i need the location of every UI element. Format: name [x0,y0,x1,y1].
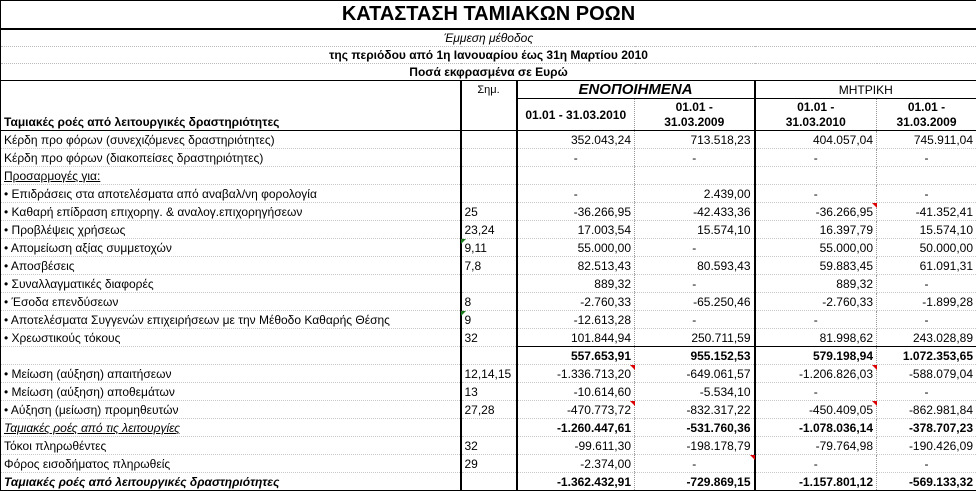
row-value: -569.133,32 [877,473,976,491]
row-value: - [755,455,877,473]
note-marker-icon [461,239,466,244]
row-value: -36.266,95 [517,203,635,221]
row-value: -2.760,33 [517,293,635,311]
row-value [755,167,877,185]
period-header-cons-2009: 01.01 - 31.03.2009 [635,99,755,131]
row-value: 250.711,59 [635,329,755,347]
row-note [461,149,517,167]
row-value: 81.998,62 [755,329,877,347]
row-value: -190.426,09 [877,437,976,455]
row-value: -5.534,10 [635,383,755,401]
row-note [461,419,517,437]
row-label: Προσαρμογές για: [1,167,461,185]
row-note: 32 [461,437,517,455]
row-value: 61.091,31 [877,257,976,275]
table-row [1,221,976,239]
row-value: - [517,149,635,167]
row-value: - [877,311,976,329]
row-label: Τόκοι πληρωθέντες [1,437,461,455]
row-value: - [755,311,877,329]
row-value: - [877,455,976,473]
row-value: 579.198,94 [755,347,877,365]
comment-marker-icon [750,455,755,460]
row-note [461,185,517,203]
table-row [1,131,976,149]
table-row [1,167,976,185]
row-label: • Συναλλαγματικές διαφορές [1,275,461,293]
row-label: • Χρεωστικούς τόκους [1,329,461,347]
row-note: 8 [461,293,517,311]
table-row [1,149,976,167]
row-value: -99.611,30 [517,437,635,455]
row-label: • Προβλέψεις χρήσεως [1,221,461,239]
note-column-header: Σημ. [461,81,517,99]
row-value: 80.593,43 [635,257,755,275]
row-label: • Μείωση (αύξηση) απαιτήσεων [1,365,461,383]
row-value: 1.072.353,65 [877,347,976,365]
row-value: -1.260.447,61 [517,419,635,437]
row-value: 55.000,00 [517,239,635,257]
table-row [1,401,976,419]
row-value: 16.397,79 [755,221,877,239]
consolidated-group-header: ΕΝΟΠΟΙΗΜΕΝΑ [517,81,755,99]
method-subtitle: Έμμεση μέθοδος [1,29,976,47]
operating-section-title: Ταμιακές ροές από λειτουργικές δραστηριότητες [1,99,461,131]
row-value: - [755,383,877,401]
row-value: -470.773,72 [517,401,635,419]
row-value: 50.000,00 [877,239,976,257]
table-row [1,185,976,203]
row-note: 27,28 [461,401,517,419]
row-value: 557.653,91 [517,347,635,365]
comment-marker-icon [872,365,877,370]
row-value: - [635,455,755,473]
table-row [1,257,976,275]
row-value: 955.152,53 [635,347,755,365]
row-note [461,131,517,149]
comment-marker-icon [872,203,877,208]
note-marker-icon [461,311,466,316]
row-value: -832.317,22 [635,401,755,419]
period-header-parent-2009: 01.01 - 31.03.2009 [877,99,976,131]
row-value: -198.178,79 [635,437,755,455]
row-value: - [877,275,976,293]
row-value: -10.614,60 [517,383,635,401]
row-note: 9,11 [461,239,517,257]
row-value: 889,32 [517,275,635,293]
parent-group-header: ΜΗΤΡΙΚΗ [755,81,976,99]
row-value: - [755,149,877,167]
table-row [1,365,976,383]
row-value: 352.043,24 [517,131,635,149]
row-label: • Αποσβέσεις [1,257,461,275]
row-value: -378.707,23 [877,419,976,437]
row-value: - [517,185,635,203]
row-value: -1.078.036,14 [755,419,877,437]
row-value: -65.250,46 [635,293,755,311]
row-value: - [635,239,755,257]
row-note: 29 [461,455,517,473]
row-value: -450.409,05 [755,401,877,419]
sheet-title: ΚΑΤΑΣΤΑΣΗ ΤΑΜΙΑΚΩΝ ΡΟΩΝ [1,1,976,30]
row-note: 9 [461,311,517,329]
table-row [1,455,976,473]
row-note: 25 [461,203,517,221]
row-label: Ταμιακές ροές από λειτουργικές δραστηριότητες [1,473,461,491]
row-value: -1.206.826,03 [755,365,877,383]
row-value: -41.352,41 [877,203,976,221]
table-row [1,275,976,293]
row-value: -36.266,95 [755,203,877,221]
table-row [1,419,976,437]
table-row [1,347,976,365]
row-value: -1.362.432,91 [517,473,635,491]
table-row [1,437,976,455]
row-note: 12,14,15 [461,365,517,383]
row-label: Κέρδη προ φόρων (συνεχιζόμενες δραστηριότητες) [1,131,461,149]
table-row [1,239,976,257]
row-value: -531.760,36 [635,419,755,437]
row-label: Φόρος εισοδήματος πληρωθείς [1,455,461,473]
period-subtitle: της περιόδου από 1η Ιανουαρίου έως 31η Μαρτίου 2010 [1,47,976,64]
row-value: -729.869,15 [635,473,755,491]
row-value: 82.513,43 [517,257,635,275]
row-value: 713.518,23 [635,131,755,149]
row-value: 889,32 [755,275,877,293]
row-value: -2.374,00 [517,455,635,473]
row-value: -1.899,28 [877,293,976,311]
row-value: -862.981,84 [877,401,976,419]
row-value: - [635,149,755,167]
row-label: • Αύξηση (μείωση) προμηθευτών [1,401,461,419]
row-value: - [635,311,755,329]
row-value: - [755,185,877,203]
row-value: 745.911,04 [877,131,976,149]
row-value: - [877,185,976,203]
table-body [1,131,976,491]
row-value [877,167,976,185]
row-value: -42.433,36 [635,203,755,221]
row-note: 23,24 [461,221,517,239]
row-value [635,167,755,185]
row-label: • Επιδράσεις στα αποτελέσματα από αναβαλ/νη φορολογία [1,185,461,203]
table-row [1,311,976,329]
comment-marker-icon [630,365,635,370]
row-value: 55.000,00 [755,239,877,257]
row-value: -649.061,57 [635,365,755,383]
row-value: - [877,383,976,401]
row-value: 15.574,10 [635,221,755,239]
row-label: • Έσοδα επενδύσεων [1,293,461,311]
row-label: • Απομείωση αξίας συμμετοχών [1,239,461,257]
table-row [1,293,976,311]
row-value: - [877,149,976,167]
row-value: 17.003,54 [517,221,635,239]
row-value: -1.157.801,12 [755,473,877,491]
row-value: - [635,275,755,293]
row-value: -588.079,04 [877,365,976,383]
row-note [461,275,517,293]
row-note: 32 [461,329,517,347]
row-note [461,167,517,185]
row-value: -1.336.713,20 [517,365,635,383]
period-header-cons-2010: 01.01 - 31.03.2010 [517,99,635,131]
row-note: 13 [461,383,517,401]
row-value [517,167,635,185]
row-value: 101.844,94 [517,329,635,347]
row-value: -2.760,33 [755,293,877,311]
row-label: Κέρδη προ φόρων (διακοπείσες δραστηριότητες) [1,149,461,167]
table-row [1,203,976,221]
row-value: 15.574,10 [877,221,976,239]
row-label: • Αποτελέσματα Συγγενών επιχειρήσεων με την Μέθοδο Καθαρής Θέσης [1,311,461,329]
row-value: -79.764,98 [755,437,877,455]
row-note [461,347,517,365]
row-value: 243.028,89 [877,329,976,347]
row-label: • Καθαρή επίδραση επιχορηγ. & αναλογ.επιχορηγήσεων [1,203,461,221]
row-value: -12.613,28 [517,311,635,329]
currency-subtitle: Ποσά εκφρασμένα σε Ευρώ [1,64,976,81]
table-row [1,383,976,401]
row-label: Ταμιακές ροές από τις λειτουργίες [1,419,461,437]
row-value: 59.883,45 [755,257,877,275]
row-value: 404.057,04 [755,131,877,149]
table-row [1,329,976,347]
comment-marker-icon [630,401,635,406]
row-label [1,347,461,365]
row-value: 2.439,00 [635,185,755,203]
row-label: • Μείωση (αύξηση) αποθεμάτων [1,383,461,401]
row-note: 7,8 [461,257,517,275]
period-header-parent-2010: 01.01 - 31.03.2010 [755,99,877,131]
comment-marker-icon [872,401,877,406]
